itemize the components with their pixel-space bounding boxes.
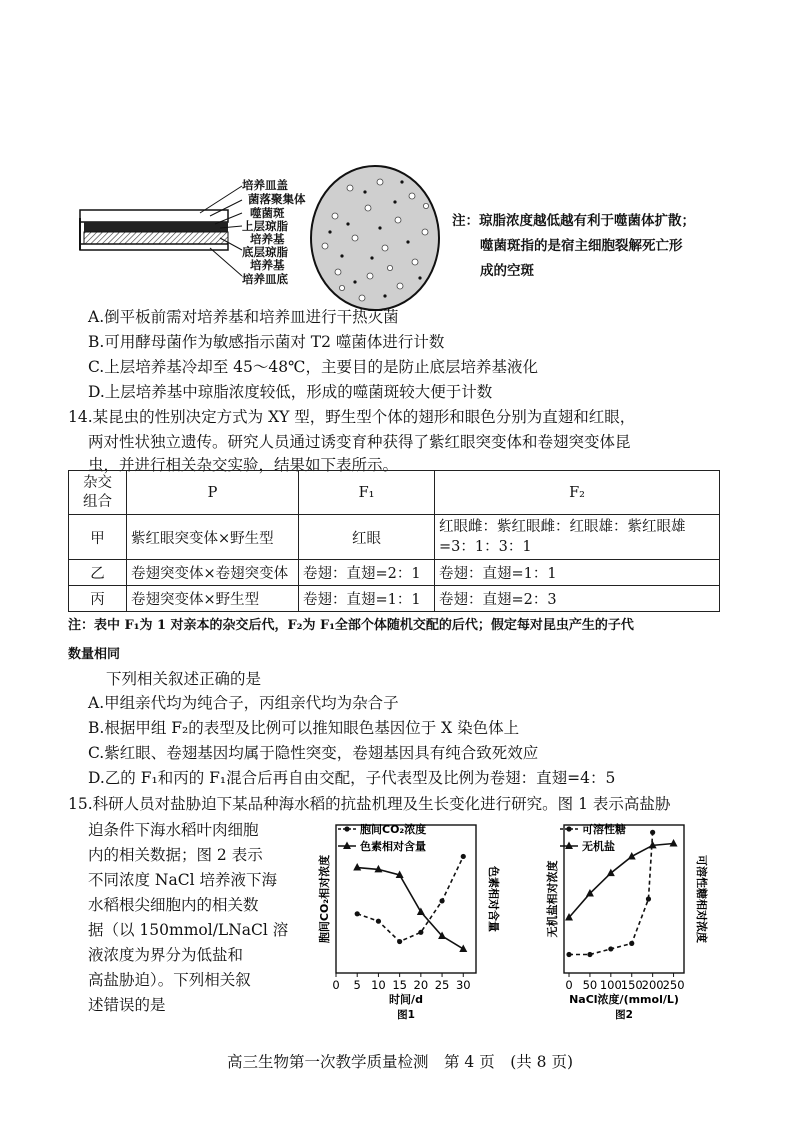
label-top-agar: 上层琼脂 (242, 219, 288, 233)
q13-option-b: B.可用酵母菌作为敏感指示菌对 T2 噬菌体进行计数 (88, 333, 445, 351)
plate-top-view (311, 166, 439, 310)
q13-option-c: C.上层培养基冷却至 45～48℃，主要目的是防止底层培养基液化 (88, 358, 538, 376)
x-axis-label: NaCl浓度/(mmol/L) (569, 993, 679, 1006)
x-tick-label: 150 (620, 978, 643, 992)
table-header-group: 杂交 组合 (69, 471, 127, 515)
q14-option-d: D.乙的 F₁和丙的 F₁混合后再自由交配，子代表型及比例为卷翅：直翅=4：5 (88, 769, 616, 787)
table-note-line1: 注：表中 F₁为 1 对亲本的杂交后代，F₂为 F₁全部个体随机交配的后代；假定每对昆虫产生的子代 (68, 618, 634, 633)
label-dish-bottom: 培养皿底 (242, 272, 288, 286)
legend-marker-circle (566, 826, 571, 831)
x-tick-label: 25 (434, 978, 450, 992)
y-axis-right-label: 色素相对含量 (487, 866, 500, 932)
q15-left-line: 液浓度为界分为低盐和 (88, 946, 244, 964)
q15-left-line: 高盐胁迫）。下列相关叙 (88, 971, 251, 989)
cross-results-table (68, 470, 720, 612)
table-cell: 丙 (69, 586, 127, 612)
y-axis-left-label: 胞间CO₂相对浓度 (318, 854, 331, 944)
figure-note-line3: 成的空斑 (480, 263, 534, 279)
legend-label: 胞间CO₂浓度 (360, 823, 427, 836)
x-tick-label: 250 (662, 978, 685, 992)
x-tick-label: 100 (599, 978, 622, 992)
label-medium-1: 培养基 (250, 232, 285, 246)
chart-title: 图2 (615, 1009, 633, 1021)
table-cell: 紫红眼突变体×野生型 (127, 515, 299, 560)
series-line-2 (569, 844, 674, 918)
figure-1-chart (308, 815, 498, 1040)
q13-option-a: A.倒平板前需对培养基和培养皿进行干热灭菌 (88, 308, 399, 326)
chart-title: 图1 (397, 1009, 415, 1021)
legend-label: 可溶性糖 (582, 823, 626, 836)
table-row (69, 586, 720, 612)
figure-note-line2: 噬菌斑指的是宿主细胞裂解死亡形 (480, 238, 683, 254)
data-point-circle (587, 952, 592, 957)
q14-option-b: B.根据甲组 F₂的表型及比例可以推知眼色基因位于 X 染色体上 (88, 719, 520, 737)
table-cell: 甲 (69, 515, 127, 560)
legend-label: 色素相对含量 (360, 840, 426, 853)
table-row (69, 560, 720, 586)
label-dish-lid: 培养皿盖 (242, 178, 288, 192)
data-point-circle (439, 898, 444, 903)
x-tick-label: 0 (332, 978, 340, 992)
figure-note-line1: 注：琼脂浓度越低越有利于噬菌体扩散； (452, 213, 695, 229)
table-cell: 卷翅：直翅=2：1 (299, 560, 435, 586)
dish-cross-section (80, 210, 228, 250)
table-note-line2: 数量相同 (68, 647, 121, 662)
label-colony: 菌落聚集体 (248, 192, 306, 206)
data-point-circle (629, 941, 634, 946)
petri-dish-figure (80, 158, 450, 318)
label-bottom-agar: 底层琼脂 (242, 245, 288, 259)
x-tick-label: 0 (565, 978, 573, 992)
table-cell: 卷翅：直翅=1：1 (299, 586, 435, 612)
q14-stem-line2: 两对性状独立遗传。研究人员通过诱变育种获得了紫红眼突变体和卷翅突变体昆 (88, 433, 631, 451)
q14-option-a: A.甲组亲代均为纯合子，丙组亲代均为杂合子 (88, 694, 399, 712)
data-point-circle (376, 919, 381, 924)
table-cell: 卷翅突变体×野生型 (127, 586, 299, 612)
q15-left-line: 水稻根尖细胞内的相关数 (88, 896, 259, 914)
x-tick-label: 15 (392, 978, 407, 992)
data-point-circle (608, 946, 613, 951)
table-cell: 乙 (69, 560, 127, 586)
q15-left-line: 据（以 150mmol/LNaCl 溶 (88, 921, 289, 939)
table-cell: 卷翅：直翅=2：3 (435, 586, 720, 612)
data-point-circle (418, 930, 423, 935)
x-axis-label: 时间/d (389, 993, 423, 1006)
q15-left-line: 不同浓度 NaCl 培养液下海 (88, 871, 277, 889)
table-cell: 卷翅突变体×卷翅突变体 (127, 560, 299, 586)
x-tick-label: 10 (371, 978, 386, 992)
table-header-p: P (127, 471, 299, 515)
x-tick-label: 20 (413, 978, 429, 992)
data-point-triangle (607, 869, 615, 877)
figure-2-chart (540, 815, 720, 1040)
y-axis-right-label: 可溶性糖相对浓度 (695, 855, 708, 943)
x-tick-label: 50 (582, 978, 598, 992)
q13-option-d: D.上层培养基中琼脂浓度较低，形成的噬菌斑较大便于计数 (88, 383, 493, 401)
x-tick-label: 5 (353, 978, 361, 992)
data-point-circle (461, 854, 466, 859)
label-plaque: 噬菌斑 (250, 206, 285, 220)
table-header-f2: F₂ (435, 471, 720, 515)
q15-left-line: 述错误的是 (88, 996, 166, 1014)
table-row (69, 515, 720, 560)
q14-stem-line1: 14.某昆虫的性别决定方式为 XY 型，野生型个体的翅形和眼色分别为直翅和红眼， (68, 408, 636, 426)
data-point-circle (646, 896, 651, 901)
data-point-triangle (670, 839, 678, 847)
x-tick-label: 30 (455, 978, 471, 992)
table-cell: 红眼雌：紫红眼雌：红眼雄：紫红眼雄 =3：1：3：1 (435, 515, 720, 560)
q15-stem-line1: 15.科研人员对盐胁迫下某品种海水稻的抗盐机理及生长变化进行研究。图 1 表示高盐胁 (68, 795, 671, 813)
label-medium-2: 培养基 (250, 258, 285, 272)
q14-stem-line3: 虫，并进行相关杂交实验，结果如下表所示。 (88, 456, 399, 474)
table-header-f1: F₁ (299, 471, 435, 515)
data-point-circle (397, 939, 402, 944)
q15-left-line: 内的相关数据；图 2 表示 (88, 846, 263, 864)
q14-option-c: C.紫红眼、卷翅基因均属于隐性突变，卷翅基因具有纯合致死效应 (88, 744, 539, 762)
legend-label: 无机盐 (582, 840, 615, 853)
page-footer: 高三生物第一次教学质量检测 第 4 页 (共 8 页) (226, 1053, 574, 1071)
data-point-circle (650, 830, 655, 835)
data-point-circle (355, 911, 360, 916)
y-axis-left-label: 无机盐相对浓度 (546, 860, 559, 938)
q15-left-line: 迫条件下海水稻叶肉细胞 (88, 821, 259, 839)
legend-marker-circle (344, 826, 349, 831)
data-point-triangle (353, 863, 361, 871)
q14-prompt: 下列相关叙述正确的是 (106, 670, 262, 688)
table-header-row (69, 471, 720, 515)
x-tick-label: 200 (641, 978, 664, 992)
data-point-circle (566, 952, 571, 957)
data-point-triangle (459, 944, 467, 952)
table-cell: 红眼 (299, 515, 435, 560)
table-cell: 卷翅：直翅=1：1 (435, 560, 720, 586)
